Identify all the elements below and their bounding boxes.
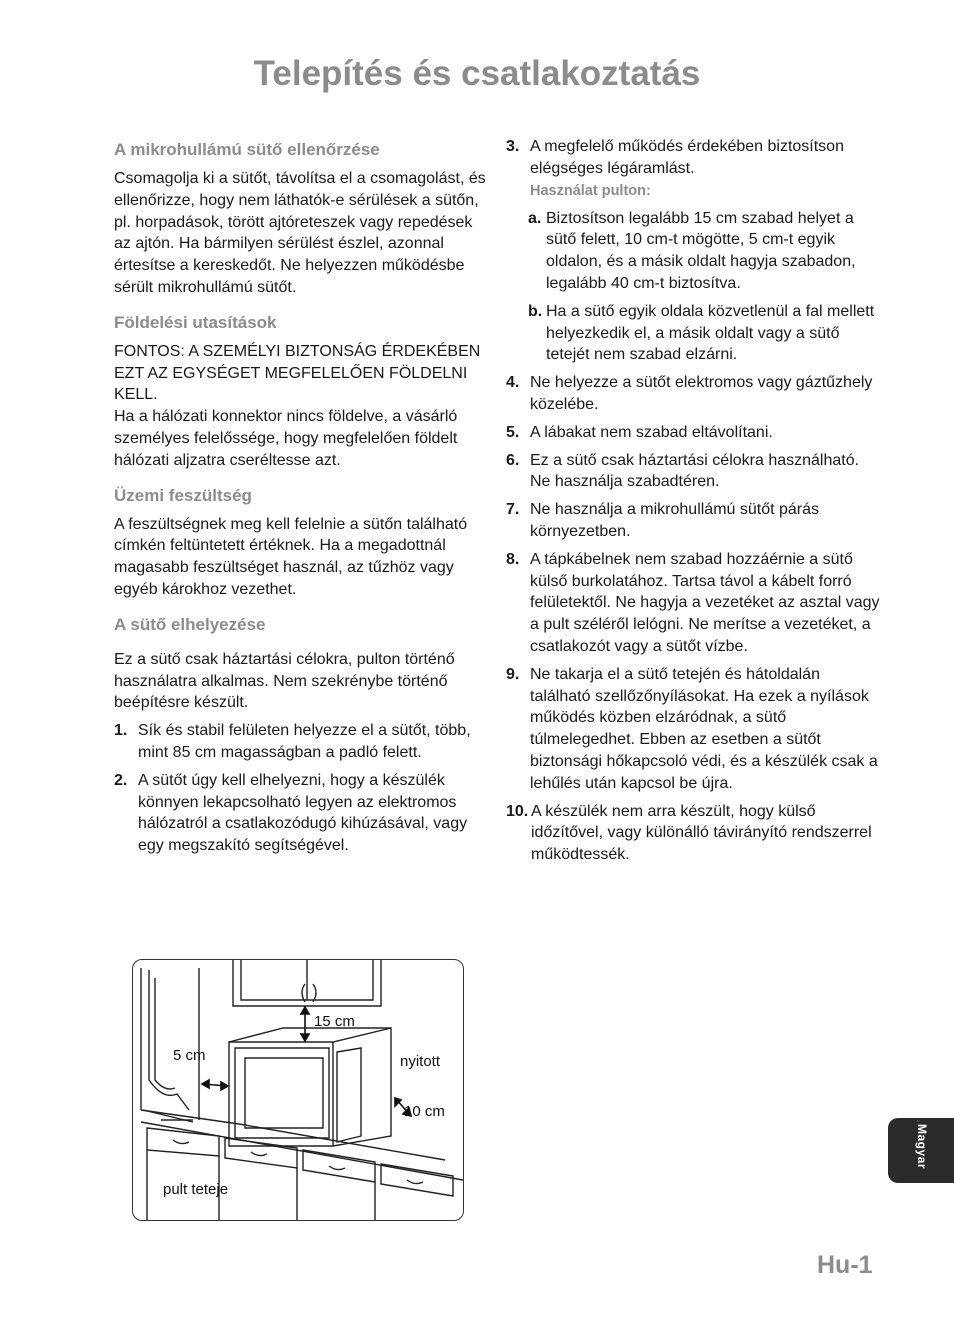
item-text: Ne takarja el a sütő tetején és hátoldalán található szellőzőnyílásokat. Ha ezek a nyílások működés közben elzáródnak, a sütő túlmelegedhet. Ebben az esetben a sütőt biztonsági hőkapcsoló védi, és a készülék csak a lehűlés után kapcsol be újra.: [530, 665, 878, 792]
section-placement: [114, 613, 486, 857]
item-text: A lábakat nem szabad eltávolítani.: [530, 423, 773, 441]
list-item: [506, 549, 882, 658]
section-heading: Üzemi feszültség: [114, 485, 252, 505]
list-item: [114, 720, 486, 764]
counter-edge: [141, 1110, 445, 1160]
item-text: Ha a sütő egyik oldala közvetlenül a fal mellett helyezkedik el, a másik oldalt vagy a sütő tetejét nem szabad elzárni.: [546, 302, 875, 364]
item-text: Ne használja a mikrohullámú sütőt párás környezetben.: [530, 501, 820, 540]
section-text: Csomagolja ki a sütőt, távolítsa el a csomagolást, és ellenőrizze, hogy nem láthatók-e sérülések a sütőn, pl. horpadások, törött ajtóreteszek vagy repedések az ajtón. Ha bármilyen sérülést észlel, azonnal értesítse a kereskedőt. Ne helyezzen működésbe sérült mikrohullámú sütőt.: [114, 170, 486, 296]
section-text: A feszültségnek meg kell felelnie a sütőn található címkén feltüntetett értéknek. Ha a megadottnál magasabb feszültséget használ, az tűzhöz vagy egyéb károkhoz vezethet.: [114, 515, 468, 598]
list-item: [506, 422, 882, 444]
label-side-clearance: 5 cm: [173, 1047, 206, 1064]
language-label: Magyar: [915, 1124, 929, 1170]
subheading: Használat pulton:: [530, 182, 651, 199]
item-number: 1.: [114, 722, 128, 740]
list-item: [506, 499, 882, 543]
list-item: [506, 664, 882, 795]
item-number: 8.: [506, 550, 520, 568]
item-number: 3.: [506, 138, 520, 155]
section-text: Ez a sütő csak háztartási célokra, pulton történő használatra alkalmas. Nem szekrénybe történő beépítésre készült.: [114, 650, 455, 712]
item-text: A tápkábelnek nem szabad hozzáérnie a sütő külső burkolatához. Tartsa távol a kábelt forró felületektől. Ne hagyja a vezetéket az asztal vagy a pult széléről lelógni. Ne merítse a vezetéket, a csatlakozót vagy a sütőt vízbe.: [530, 550, 880, 655]
section-text: Ha a hálózati konnektor nincs földelve, a vásárló személyes felelőssége, hogy megfelelően földelt hálózati aljzatra cseréltesse azt.: [114, 408, 458, 469]
item-number: 2.: [114, 771, 128, 789]
item-number: 7.: [506, 501, 520, 519]
item-text: Sík és stabil felületen helyezze el a sütőt, több, mint 85 cm magasságban a padló felett.: [138, 722, 471, 761]
item-text: A sütőt úgy kell elhelyezni, hogy a készülék könnyen lekapcsolható legyen az elektromos hálózatról a csatlakozódugó kihúzásával, vagy egy megszakító segítségével.: [138, 771, 468, 855]
warning-text: FONTOS: A SZEMÉLYI BIZTONSÁG ÉRDEKÉBEN EZT AZ EGYSÉGET MEGFELELŐEN FÖLDELNI KELL.: [114, 342, 481, 404]
list-item: [506, 136, 882, 202]
drawer: [147, 1128, 219, 1156]
section-heading: Földelési utasítások: [114, 312, 277, 332]
section-heading: A mikrohullámú sütő ellenőrzése: [114, 140, 380, 159]
list-item: [114, 770, 486, 857]
label-top-clearance: 15 cm: [314, 1013, 355, 1030]
item-3-text: A megfelelő működés érdekében biztosítson elégséges légáramlást.: [530, 138, 844, 177]
section-inspection: [114, 138, 486, 299]
item-letter: b.: [528, 302, 543, 320]
page-title: Telepítés és csatlakoztatás: [253, 54, 701, 93]
item-text: A készülék nem arra készült, hogy külső időzítővel, vagy különálló távirányító rendszerrel működtessék.: [531, 802, 872, 864]
section-grounding: [114, 311, 486, 472]
item-number: 9.: [506, 665, 520, 683]
item-text: Ne helyezze a sütőt elektromos vagy gáztűzhely közelébe.: [530, 374, 873, 413]
page-number: Hu-1: [817, 1251, 873, 1279]
label-open-side: nyitott: [400, 1053, 441, 1070]
sub-list-item: [528, 301, 882, 366]
item-number: 4.: [506, 374, 520, 392]
list-item: [506, 801, 882, 866]
item-letter: a.: [528, 209, 542, 227]
label-back-clearance: 10 cm: [404, 1103, 445, 1120]
right-column: [506, 136, 882, 872]
item-text: Biztosítson legalább 15 cm szabad helyet a sütő felett, 10 cm-t mögötte, 5 cm-t egyik oldalon, és a másik oldalt hagyja szabadon, legalább 40 cm-t biztosítva.: [546, 209, 856, 292]
section-heading: A sütő elhelyezése: [114, 614, 266, 634]
item-text: Ez a sütő csak háztartási célokra használható. Ne használja szabadtéren.: [530, 451, 860, 491]
item-number: 6.: [506, 451, 520, 469]
item-text: [530, 136, 882, 202]
left-column: [114, 138, 486, 869]
sub-list-item: [528, 208, 882, 295]
section-voltage: [114, 484, 486, 601]
list-item: [506, 372, 882, 416]
list-item: [506, 450, 882, 494]
item-number: 10.: [506, 802, 529, 820]
placement-diagram: [132, 959, 464, 1221]
language-tab: [888, 1118, 954, 1183]
label-counter: pult teteje: [163, 1181, 229, 1198]
item-number: 5.: [506, 423, 520, 441]
